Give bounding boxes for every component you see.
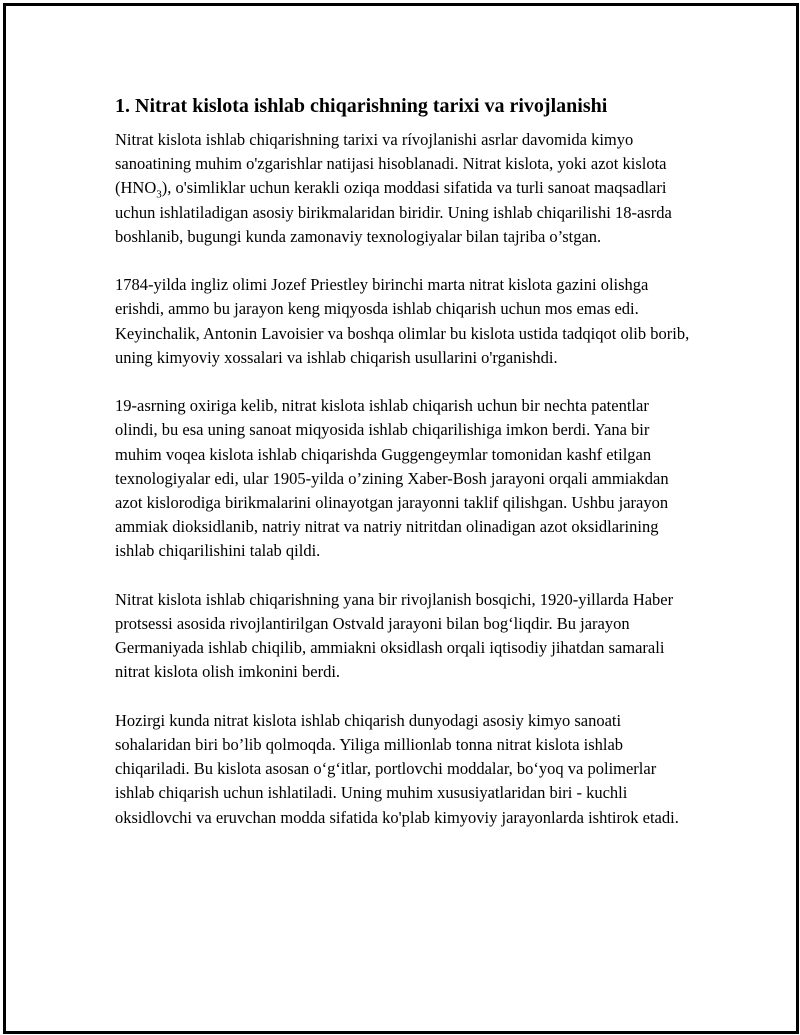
formula-subscript: 3 bbox=[156, 188, 162, 201]
document-body bbox=[115, 94, 690, 854]
paragraph-1784: 1784-yilda ingliz olimi Jozef Priestley birinchi marta nitrat kislota gazini olishga erishdi, ammo bu jarayon keng miqyosda ishlab chiqarish uchun mos emas edi. Keyinchalik, Antonin Lavoisier va boshqa olimlar bu kislota ustida tadqiqot olib borib, uning kimyoviy xossalari va ishlab chiqarish usullarini o'rganishdi. bbox=[115, 275, 690, 367]
paragraph-intro-text-end: ), o'simliklar uchun kerakli oziqa moddasi sifatida va turli sanoat maqsadlari uchun ishlatiladigan asosiy birikmalaridan biridir. Uning ishlab chiqarilishi 18-asrda boshlanib, bugungi kunda zamonaviy texnologiyalar bilan tajriba o’stgan. bbox=[115, 178, 672, 246]
paragraph-19th-century: 19-asrning oxiriga kelib, nitrat kislota ishlab chiqarish uchun bir nechta patentlar olindi, bu esa uning sanoat miqyosida ishlab chiqarilishiga imkon berdi. Yana bir muhim voqea kislota ishlab chiqarishda Guggengeymlar tomonidan kashf etilgan texnologiyalar edi, ular 1905-yilda o’zining Xaber-Bosh jarayoni orqali ammiakdan azot kislorodiga birikmalarini olinayotgan jarayonni taklif qilishgan. Ushbu jarayon ammiak dioksidlanib, natriy nitrat va natriy nitritdan olinadigan azot oksidlarining ishlab chiqarilishini talab qildi. bbox=[115, 396, 669, 561]
paragraph-intro bbox=[115, 128, 690, 249]
paragraph-intro-text-start: Nitrat kislota ishlab chiqarishning tarixi va rívojlanishi asrlar davomida kimyo sanoatining muhim o'zgarishlar natijasi hisoblanadi. Nitrat kislota, yoki azot kislota (HNO bbox=[115, 130, 667, 198]
section-title: 1. Nitrat kislota ishlab chiqarishning tarixi va rivojlanishi bbox=[115, 95, 608, 117]
paragraph-present-day: Hozirgi kunda nitrat kislota ishlab chiqarish dunyodagi asosiy kimyo sanoati sohalaridan biri bo’lib qolmoqda. Yiliga millionlab tonna nitrat kislota ishlab chiqariladi. Bu kislota asosan o‘g‘itlar, portlovchi moddalar, bo‘yoq va polimerlar ishlab chiqarish uchun ishlatiladi. Uning muhim xususiyatlaridan biri - kuchli oksidlovchi va eruvchan modda sifatida ko'plab kimyoviy jarayonlarda ishtirok etadi. bbox=[115, 710, 679, 827]
paragraph-1920s: Nitrat kislota ishlab chiqarishning yana bir rivojlanish bosqichi, 1920-yillarda Haber protsessi asosida rivojlantirilgan Ostvald jarayoni bilan bog‘liqdir. Bu jarayon Germaniyada ishlab chiqilib, ammiakni oksidlash orqali iqtisodiy jihatdan samarali nitrat kislota olish imkonini berdi. bbox=[115, 589, 674, 682]
